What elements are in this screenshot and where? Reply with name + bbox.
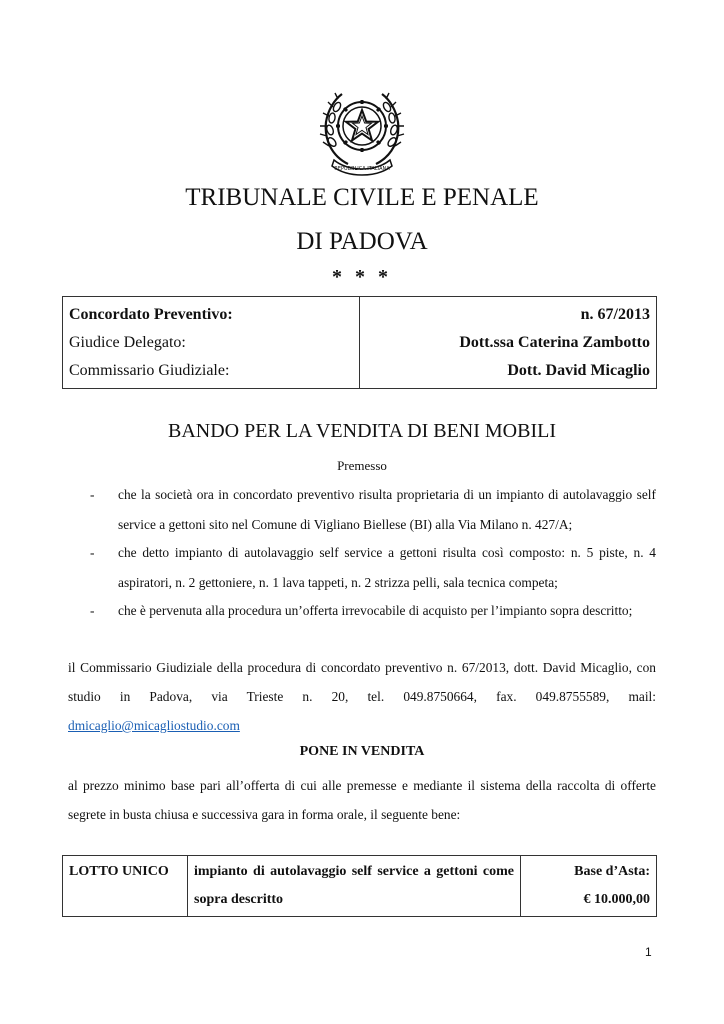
svg-text:REPUBBLICA ITALIANA: REPUBBLICA ITALIANA <box>334 166 390 172</box>
commissario-text: il Commissario Giudiziale della procedura di concordato preventivo n. 67/2013, dott. David Micaglio, con studio in Padova, via Trieste n. 20, tel. 049.8750664, fax. 049.8755589, mail: <box>68 660 656 704</box>
pone-heading: PONE IN VENDITA <box>299 744 425 759</box>
case-info-values <box>360 297 657 389</box>
court-city: DI PADOVA <box>296 228 428 255</box>
base-value: € 10.000,00 <box>583 892 650 907</box>
label-commissario: Commissario Giudiziale: <box>69 362 230 379</box>
commissario-paragraph <box>68 653 656 740</box>
label-giudice: Giudice Delegato: <box>69 334 186 351</box>
sale-paragraph: al prezzo minimo base pari all’offerta di cui alle premesse e mediante il sistema della raccolta di offerte segrete in busta chiusa e successiva gara in forma orale, il seguente bene: <box>68 778 656 822</box>
bullet-text: che è pervenuta alla procedura un’offerta irrevocabile di acquisto per l’impianto sopra descritto; <box>118 603 633 618</box>
bullet-dash: - <box>90 603 95 618</box>
premesso-heading: Premesso <box>337 458 387 473</box>
bullet-text: che detto impianto di autolavaggio self service a gettoni risulta così composto: n. 5 piste, n. 4 aspiratori, n. 2 gettoniere, n. 1 lava tappeti, n. 2 strizza pelli, sala tecnica competa; <box>118 545 656 590</box>
value-commissario: Dott. David Micaglio <box>507 362 650 379</box>
lot-base <box>521 856 657 917</box>
court-title: TRIBUNALE CIVILE E PENALE <box>185 184 539 211</box>
value-giudice: Dott.ssa Caterina Zambotto <box>459 334 650 351</box>
value-concordato: n. 67/2013 <box>580 306 650 323</box>
base-label: Base d’Asta: <box>574 864 650 879</box>
repubblica-italiana-emblem-icon <box>318 86 406 178</box>
page-number: 1 <box>645 945 652 959</box>
case-info-labels <box>63 297 360 389</box>
case-info-row <box>63 297 657 389</box>
email-link[interactable]: dmicaglio@micagliostudio.com <box>68 718 240 733</box>
table-row <box>63 856 657 917</box>
label-concordato: Concordato Preventivo: <box>69 306 233 323</box>
lot-table <box>62 855 657 917</box>
lot-name: LOTTO UNICO <box>63 856 188 917</box>
bullet-dash: - <box>90 487 95 502</box>
bullet-dash: - <box>90 545 95 560</box>
case-info-table <box>62 296 657 389</box>
bullet-text: che la società ora in concordato preventivo risulta proprietaria di un impianto di autolavaggio self service a gettoni sito nel Comune di Vigliano Biellese (BI) alla Via Milano n. 427/A; <box>118 487 656 532</box>
lot-description: impianto di autolavaggio self service a gettoni come sopra descritto <box>188 856 521 917</box>
bando-heading: BANDO PER LA VENDITA DI BENI MOBILI <box>167 420 557 442</box>
separator-stars: * * * <box>332 266 392 288</box>
